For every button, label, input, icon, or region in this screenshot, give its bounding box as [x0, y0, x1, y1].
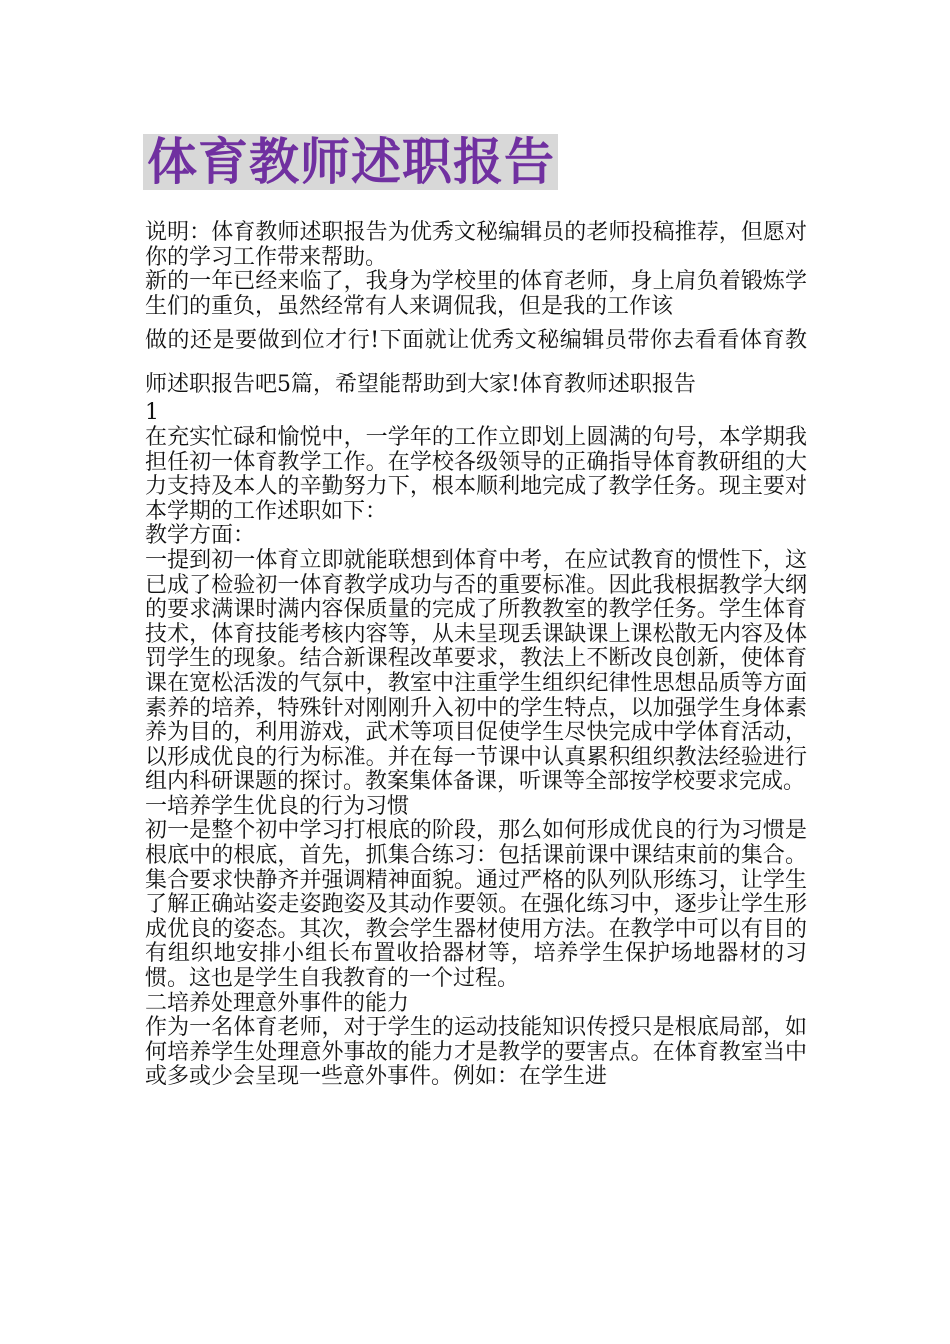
section-heading: 教学方面： [145, 523, 256, 549]
page-title: 体育教师述职报告 [143, 134, 558, 190]
summary-paragraph: 在充实忙碌和愉悦中，一学年的工作立即划上圆满的句号，本学期我担任初一体育教学工作。在学校各级领导的正确指导体育教研组的大力支持及本人的辛勤努力下，根本顺利地完成了教学任务。现主要对本学期的工作述职如下： [145, 424, 807, 524]
opening-paragraph-continued: 做的还是要做到位才行!下面就让优秀文秘编辑员带你去看看体育教师述职报告吧5篇，希望能帮助到大家!体育教师述职报告 [145, 328, 807, 398]
accident-paragraph: 作为一名体育老师，对于学生的运动技能知识传授只是根底局部，如何培养学生处理意外事故的能力才是教学的要害点。在体育教室当中或多或少会呈现一些意外事件。例如：在学生进 [145, 1015, 807, 1090]
section-heading: 二培养处理意外事件的能力 [145, 990, 410, 1016]
report-number: 1 [145, 400, 159, 426]
habits-paragraph: 初一是整个初中学习打根底的阶段，那么如何形成优良的行为习惯是根底中的根底，首先，抓集合练习：包括课前课中课结束前的集合。集合要求快静齐并强调精神面貌。通过严格的队列队形练习，让学生了解正确站姿走姿跑姿及其动作要领。在强化练习中，逐步让学生形成优良的姿态。其次，教会学生器材使用方法。在教学中可以有目的有组织地安排小组长布置收拾器材等，培养学生保护场地器材的习惯。这也是学生自我教育的一个过程。 [145, 818, 807, 992]
document-body [145, 221, 807, 1090]
opening-paragraph: 新的一年已经来临了，我身为学校里的体育老师，身上肩负着锻炼学生们的重负，虽然经常有人来调侃我，但是我的工作该 [145, 269, 807, 319]
section-heading: 一培养学生优良的行为习惯 [145, 793, 410, 819]
intro-paragraph: 说明：体育教师述职报告为优秀文秘编辑员的老师投稿推荐，但愿对你的学习工作带来帮助。 [145, 220, 807, 270]
teaching-paragraph: 一提到初一体育立即就能联想到体育中考，在应试教育的惯性下，这已成了检验初一体育教学成功与否的重要标准。因此我根据教学大纲的要求满课时满内容保质量的完成了所教教室的教学任务。学生体育技术，体育技能考核内容等，从未呈现丢课缺课上课松散无内容及体罚学生的现象。结合新课程改革要求，教法上不断改良创新，使体育课在宽松活泼的气氛中，教室中注重学生组织纪律性思想品质等方面素养的培养，特殊针对刚刚升入初中的学生特点，以加强学生身体素养为目的，利用游戏，武术等项目促使学生尽快完成中学体育活动，以形成优良的行为标准。并在每一节课中认真累积组织教法经验进行组内科研课题的探讨。教案集体备课，听课等全部按学校要求完成。 [145, 547, 807, 795]
